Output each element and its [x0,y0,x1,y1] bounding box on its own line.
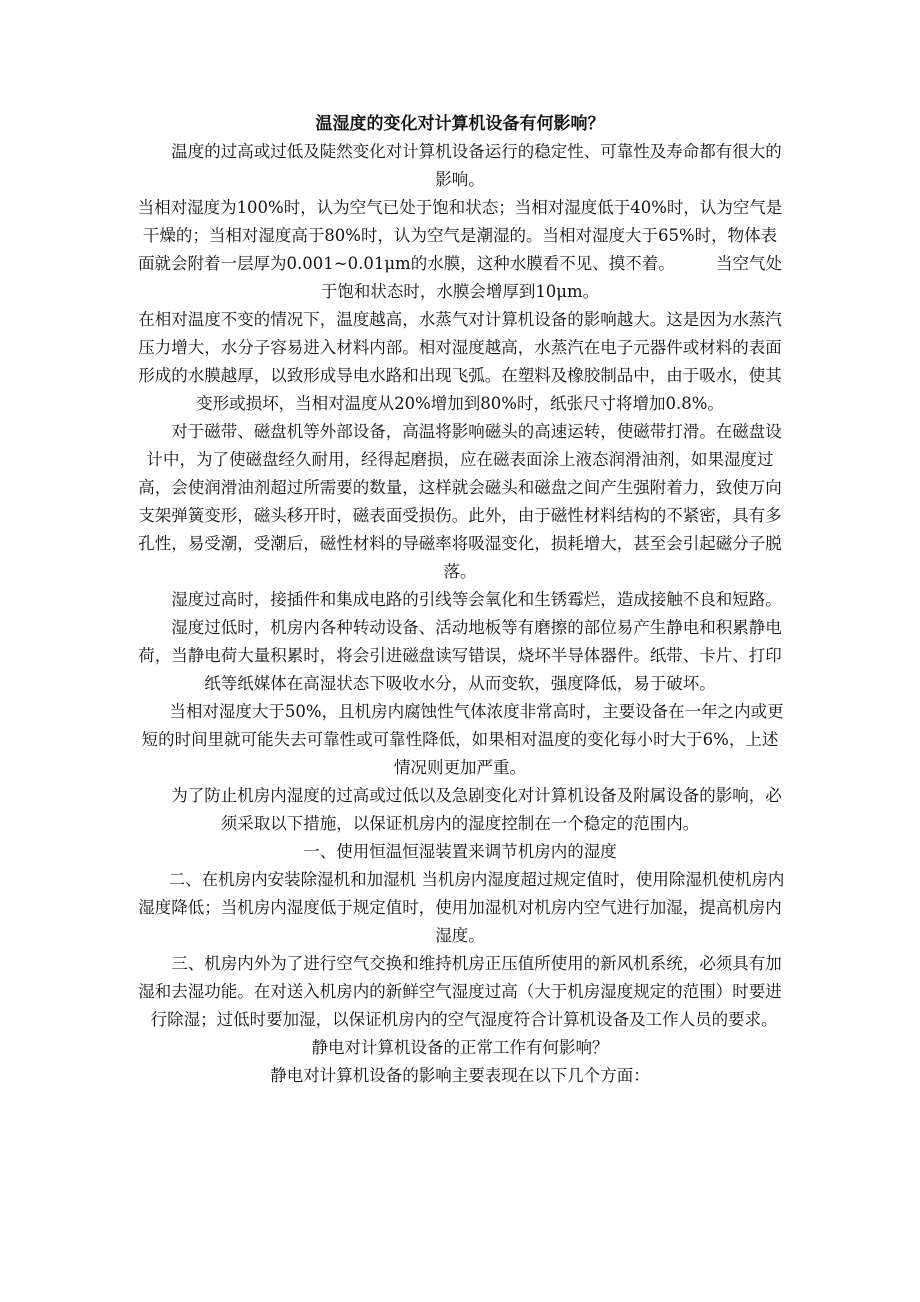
paragraph-4: 对于磁带、磁盘机等外部设备，高温将影响磁头的高速运转，使磁带打滑。在磁盘设计中，为了使磁盘经久耐用，经得起磨损，应在磁表面涂上液态润滑油剂，如果湿度过高，会使润滑油剂超过所需要的数量，这样就会磁头和磁盘之间产生强附着力，致使万向支架弹簧变形，磁头移开时，磁表面受损伤。此外，由于磁性材料结构的不紧密，具有多孔性，易受潮，受潮后，磁性材料的导磁率将吸湿变化，损耗增大，甚至会引起磁分子脱落。 [138,422,782,581]
paragraph-5: 湿度过高时，接插件和集成电路的引线等会氧化和生锈霉烂，造成接触不良和短路。 [171,590,782,609]
paragraph-1: 温度的过高或过低及陡然变化对计算机设备运行的稳定性、可靠性及寿命都有很大的影响。 [171,142,782,189]
measure-heading-1: 一、使用恒温恒湿装置来调节机房内的湿度 [303,842,617,861]
document-title: 温湿度的变化对计算机设备有何影响？ [315,114,605,134]
paragraph-8: 为了防止机房内湿度的过高或过低以及急剧变化对计算机设备及附属设备的影响，必须采取以下措施，以保证机房内的湿度控制在一个稳定的范围内。 [171,786,782,833]
paragraph-10: 三、机房内外为了进行空气交换和维持机房正压值所使用的新风机系统，必须具有加湿和去湿功能。在对送入机房内的新鲜空气湿度过高（大于机房湿度规定的范围）时要进行除湿；过低时要加湿，以保证机房内的空气湿度符合计算机设备及工作人员的要求。 静电对计算机设备的正常工作有何影响？ [138,954,786,1057]
paragraph-2: 当相对湿度为100%时，认为空气已处于饱和状态；当相对湿度低于40%时，认为空气是干燥的；当相对湿度高于80%时，认为空气是潮湿的。当相对湿度大于65%时，物体表面就会附着一层厚为0.001~0.01μm的水膜，这种水膜看不见、摸不着。 当空气处于饱和状态时，水膜会增厚到10μm。 [137,198,783,301]
paragraph-9: 二、在机房内安装除湿机和加湿机 当机房内湿度超过规定值时，使用除湿机使机房内湿度降低；当机房内湿度低于规定值时，使用加湿机对机房内空气进行加湿，提高机房内湿度。 [138,870,785,945]
paragraph-7: 当相对湿度大于50%，且机房内腐蚀性气体浓度非常高时，主要设备在一年之内或更短的时间里就可能失去可靠性或可靠性降低，如果相对温度的变化每小时大于6%，上述情况则更加严重。 [141,702,784,777]
paragraph-11: 静电对计算机设备的影响主要表现在以下几个方面： [270,1066,650,1085]
paragraph-3: 在相对温度不变的情况下，温度越高，水蒸气对计算机设备的影响越大。这是因为水蒸汽压力增大，水分子容易进入材料内部。相对湿度越高，水蒸汽在电子元器件或材料的表面形成的水膜越厚，以致形成导电水路和出现飞弧。在塑料及橡胶制品中，由于吸水，使其变形或损坏，当相对温度从20%增加到80%时，纸张尺寸将增加0.8%。 [138,310,782,413]
paragraph-6: 湿度过低时，机房内各种转动设备、活动地板等有磨擦的部位易产生静电和积累静电荷，当静电荷大量积累时，将会引进磁盘读写错误，烧坏半导体器件。纸带、卡片、打印纸等纸媒体在高湿状态下吸收水分，从而变软，强度降低，易于破坏。 [138,618,782,693]
